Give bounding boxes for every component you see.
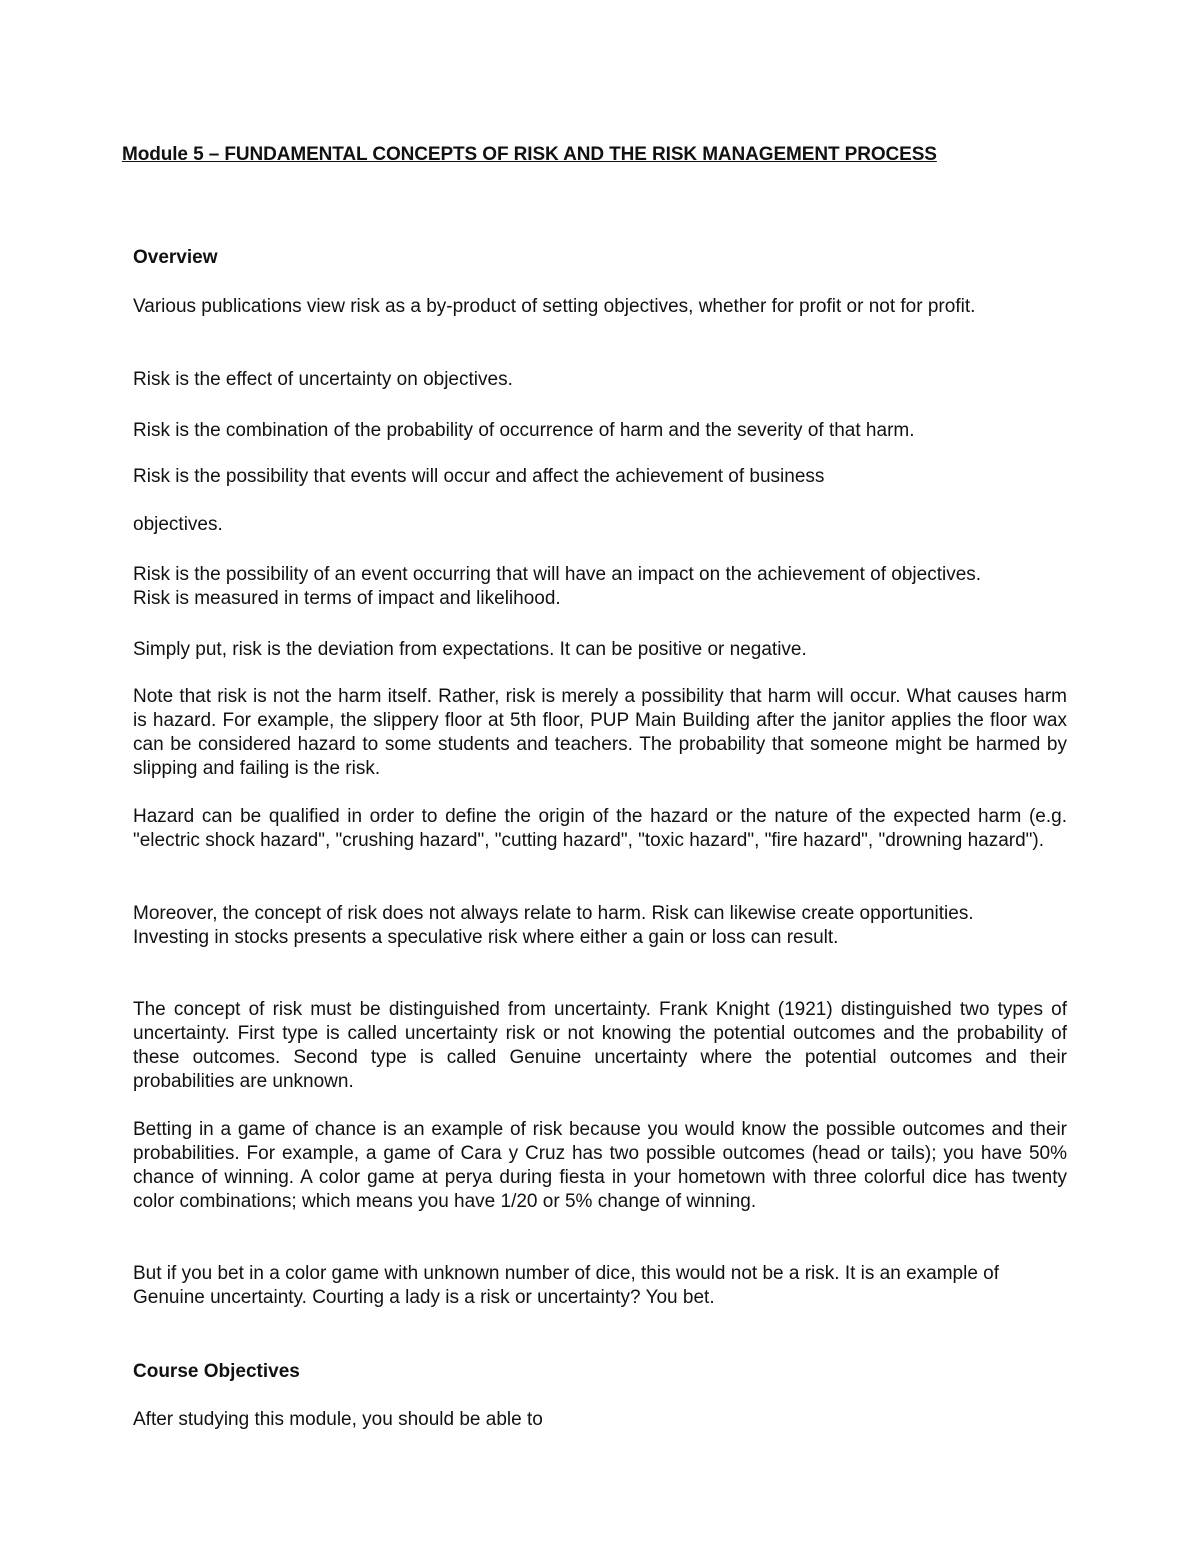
paragraph-definition-4: Risk is the possibility of an event occurring that will have an impact on the achievement of objectives. Risk is measured in terms of impact and likelihood.	[133, 564, 982, 609]
objectives-intro: After studying this module, you should be able to	[133, 1409, 543, 1430]
paragraph-genuine-uncertainty: But if you bet in a color game with unknown number of dice, this would not be a risk. It is an example of Genuine uncertainty. Courting a lady is a risk or uncertainty? You bet.	[133, 1263, 1000, 1308]
paragraph-opportunities: Moreover, the concept of risk does not always relate to harm. Risk can likewise create opportunities. Investing in stocks presents a speculative risk where either a gain or loss can result.	[133, 903, 974, 948]
module-title: Module 5 – FUNDAMENTAL CONCEPTS OF RISK AND THE RISK MANAGEMENT PROCESS	[122, 144, 937, 165]
paragraph-uncertainty: The concept of risk must be distinguished from uncertainty. Frank Knight (1921) distinguished two types of uncertainty. First type is called uncertainty risk or not knowing the potential outcomes and the probability of these outcomes. Second type is called Genuine uncertainty where the potential outcomes and their probabilities are unknown.	[133, 999, 1067, 1092]
paragraph-betting: Betting in a game of chance is an example of risk because you would know the possible outcomes and their probabilities. For example, a game of Cara y Cruz has two possible outcomes (head or tails); you have 50% chance of winning. A color game at perya during fiesta in your hometown with three colorful dice has twenty color combinations; which means you have 1/20 or 5% change of winning.	[133, 1119, 1067, 1212]
paragraph-definition-3: Risk is the possibility that events will occur and affect the achievement of business	[133, 466, 825, 487]
course-objectives-heading: Course Objectives	[133, 1361, 300, 1382]
paragraph-publications: Various publications view risk as a by-product of setting objectives, whether for profit or not for profit.	[133, 296, 976, 317]
paragraph-definition-1: Risk is the effect of uncertainty on objectives.	[133, 369, 513, 390]
paragraph-simply-put: Simply put, risk is the deviation from expectations. It can be positive or negative.	[133, 639, 807, 660]
paragraph-definition-2: Risk is the combination of the probability of occurrence of harm and the severity of that harm.	[133, 420, 915, 441]
overview-heading: Overview	[133, 247, 218, 268]
paragraph-hazard-note: Note that risk is not the harm itself. Rather, risk is merely a possibility that harm will occur. What causes harm is hazard. For example, the slippery floor at 5th floor, PUP Main Building after the janitor applies the floor wax can be considered hazard to some students and teachers. The probability that someone might be harmed by slipping and failing is the risk.	[133, 686, 1067, 779]
paragraph-hazard-qualified: Hazard can be qualified in order to define the origin of the hazard or the nature of the expected harm (e.g. "electric shock hazard", "crushing hazard", "cutting hazard", "toxic hazard", "fire hazard", "drowning hazard").	[133, 806, 1067, 851]
paragraph-definition-3-continued: objectives.	[133, 514, 223, 535]
